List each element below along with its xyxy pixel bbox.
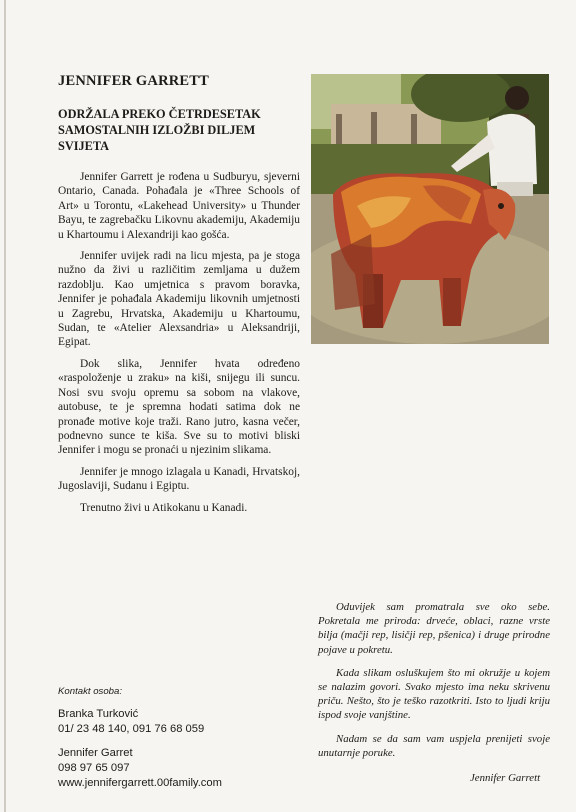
- body-paragraph: Dok slika, Jennifer hvata određeno «raspoloženje u zraku» na kiši, snijegu ili suncu. Nosi svu svoju opremu sa sobom na vlakove, autobuse, te je spremna hodati satima dok ne pronađe motive koje traži. Rano jutro, kasna večer, podnevno sunce te kiša. Sve su to motivi bliski Jennifer i mogu se pronaći u njezinim slikama.: [58, 357, 300, 457]
- contact-name: Branka Turković: [58, 708, 139, 720]
- contact-label: Kontakt osoba:: [58, 686, 123, 697]
- photo-artist-with-painted-wooden-sculpture-icon: [311, 74, 549, 344]
- contact-spacer: [58, 737, 308, 746]
- contact-website: www.jennifergarrett.00family.com: [58, 777, 222, 789]
- contact-name: Jennifer Garret: [58, 747, 133, 759]
- article-subtitle: ODRŽALA PREKO ČETRDESETAK SAMOSTALNIH IZLOŽBI DILJEM SVIJETA: [58, 107, 261, 153]
- body-paragraph: Jennifer Garrett je rođena u Sudburyu, sjeverni Ontario, Canada. Pohađala je «Three Schools of Art» u Torontu, «Lakehead University» u Thunder Bayu, te zagrebačku Likovnu akademiju, Akademiju u Khartoumu i Alexandriji kao gošća.: [58, 171, 300, 241]
- quote-paragraph: Kada slikam osluškujem što mi okružje u kojem se nalazim govori. Svako mjesto ima neku skrivenu priču. Nešto, što je teško razotkriti. Isto to ljudi kriju ispod svoje vanjštine.: [318, 666, 550, 722]
- artist-quote: [318, 600, 550, 769]
- contact-phone: 098 97 65 097: [58, 762, 130, 774]
- body-paragraph: Jennifer uvijek radi na licu mjesta, pa je stoga nužno da živi u različitim zemljama u dužem razdoblju. Kao umjetnica s pravom boravka, Jennifer je pohađala Akademiju likovnih umjetnosti u Zagrebu, Hrvatska, Akademiju u Khartoumu, Sudan, te «Atelier Alexsandria» u Aleksandriji, Egipat.: [58, 250, 300, 349]
- quote-signature: Jennifer Garrett: [470, 772, 541, 784]
- contact-block: [58, 684, 308, 791]
- artist-photo: [311, 74, 549, 344]
- body-paragraph: Trenutno živi u Atikokanu u Kanadi.: [80, 501, 248, 514]
- quote-paragraph: Nadam se da sam vam uspjela prenijeti svoje unutarnje poruke.: [318, 732, 550, 759]
- contact-phone: 01/ 23 48 140, 091 76 68 059: [58, 723, 205, 735]
- quote-paragraph: Oduvijek sam promatrala sve oko sebe. Pokretala me priroda: drveće, oblaci, razne vrste bilja (mačji rep, lisičji rep, pšenica) i druge prirodne pojave u pokretu.: [318, 601, 550, 656]
- body-paragraph: Jennifer je mnogo izlagala u Kanadi, Hrvatskoj, Jugoslaviji, Sudanu i Egiptu.: [58, 465, 300, 493]
- article-title: JENNIFER GARRETT: [58, 73, 210, 89]
- article-body: [58, 170, 300, 522]
- scan-edge-line: [4, 0, 6, 812]
